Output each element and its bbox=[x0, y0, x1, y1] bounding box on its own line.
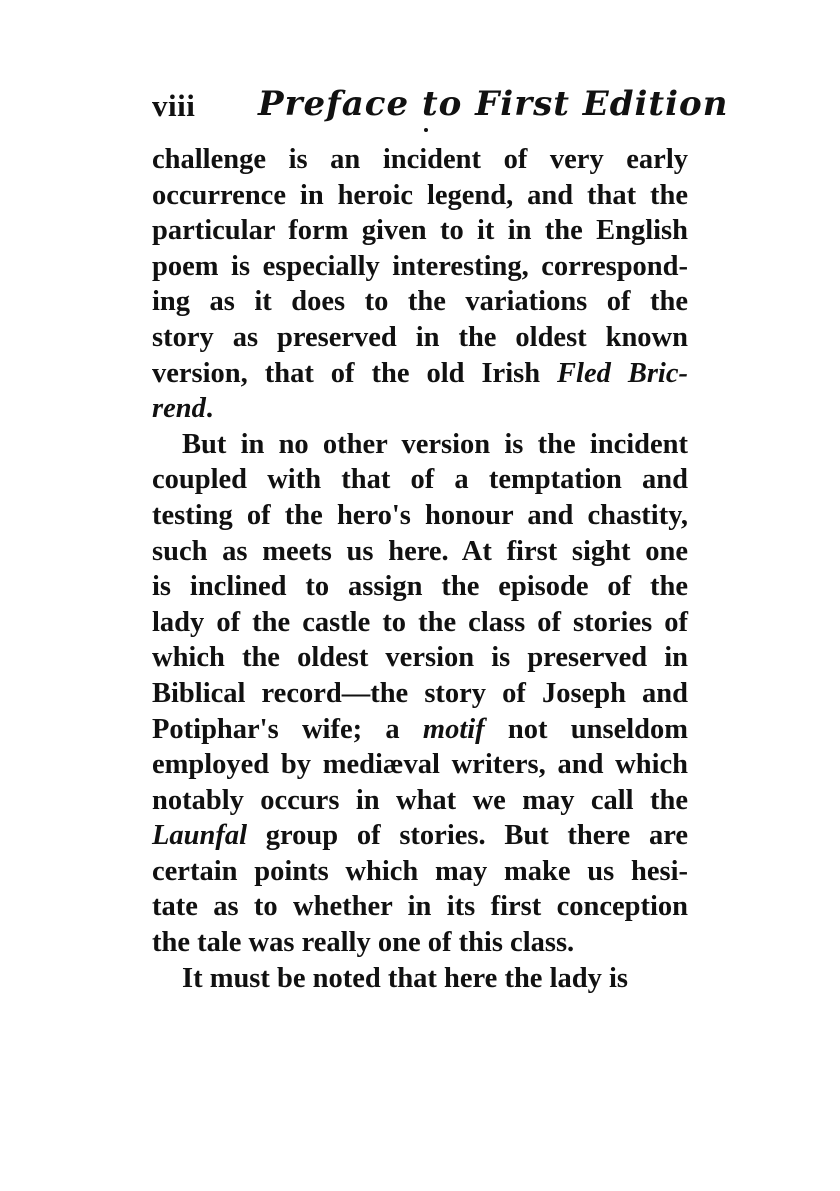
italic-text: Launfal bbox=[152, 820, 248, 852]
text-run: such as meets us here. At first sight one bbox=[152, 535, 688, 567]
text-line bbox=[152, 284, 688, 320]
text-run: . bbox=[205, 393, 213, 425]
text-line bbox=[152, 391, 688, 427]
text-run: But in no other version is the incident bbox=[182, 428, 688, 460]
text-line bbox=[152, 249, 688, 285]
text-line bbox=[152, 320, 688, 356]
text-run: occurrence in heroic legend, and that the bbox=[152, 179, 688, 211]
text-line bbox=[152, 889, 688, 925]
text-run: Biblical record—the story of Joseph and bbox=[152, 677, 688, 709]
text-line bbox=[152, 178, 688, 214]
text-line bbox=[152, 818, 688, 854]
text-line bbox=[152, 640, 688, 676]
text-run: not unseldom bbox=[484, 713, 689, 745]
text-line bbox=[152, 747, 688, 783]
italic-text: rend bbox=[152, 393, 206, 425]
running-title: Preface to First Edition bbox=[258, 84, 729, 124]
text-run: story as preserved in the oldest known bbox=[152, 321, 688, 353]
page-number: viii bbox=[152, 88, 196, 123]
text-line bbox=[152, 854, 688, 890]
text-line bbox=[152, 961, 688, 997]
text-run: which the oldest version is preserved in bbox=[152, 642, 688, 674]
text-line bbox=[152, 605, 688, 641]
running-head bbox=[152, 84, 729, 128]
text-line bbox=[152, 925, 688, 961]
text-run: the tale was really one of this class. bbox=[152, 927, 575, 959]
text-run: It must be noted that here the lady is bbox=[182, 962, 628, 994]
text-run: group of stories. But there are bbox=[247, 820, 688, 852]
text-line bbox=[152, 356, 688, 392]
text-line bbox=[152, 569, 688, 605]
text-line bbox=[152, 142, 688, 178]
text-run: tate as to whether in its first conception bbox=[152, 891, 688, 923]
text-run: version, that of the old Irish bbox=[152, 357, 558, 389]
text-run: lady of the castle to the class of stories of bbox=[152, 606, 688, 638]
text-run: coupled with that of a temptation and bbox=[152, 464, 688, 496]
text-run: ing as it does to the variations of the bbox=[152, 286, 688, 318]
text-line bbox=[152, 462, 688, 498]
body-text bbox=[152, 142, 688, 996]
text-line bbox=[152, 783, 688, 819]
text-run: particular form given to it in the English bbox=[152, 215, 688, 247]
text-line bbox=[152, 712, 688, 748]
text-run: poem is especially interesting, correspond- bbox=[152, 250, 688, 282]
text-run: employed by mediæval writers, and which bbox=[152, 749, 688, 781]
text-run: testing of the hero's honour and chastity, bbox=[152, 499, 688, 531]
italic-text: motif bbox=[422, 713, 485, 745]
text-run: Potiphar's wife; a bbox=[152, 713, 423, 745]
text-line bbox=[152, 534, 688, 570]
text-run: is inclined to assign the episode of the bbox=[152, 571, 688, 603]
header-dot-mark bbox=[424, 128, 428, 132]
text-run: certain points which may make us hesi- bbox=[152, 855, 688, 887]
text-line bbox=[152, 213, 688, 249]
italic-text: Fled Bric- bbox=[557, 357, 688, 389]
text-line bbox=[152, 427, 688, 463]
text-line bbox=[152, 498, 688, 534]
text-line bbox=[152, 676, 688, 712]
text-run: notably occurs in what we may call the bbox=[152, 784, 688, 816]
text-run: challenge is an incident of very early bbox=[152, 144, 688, 175]
